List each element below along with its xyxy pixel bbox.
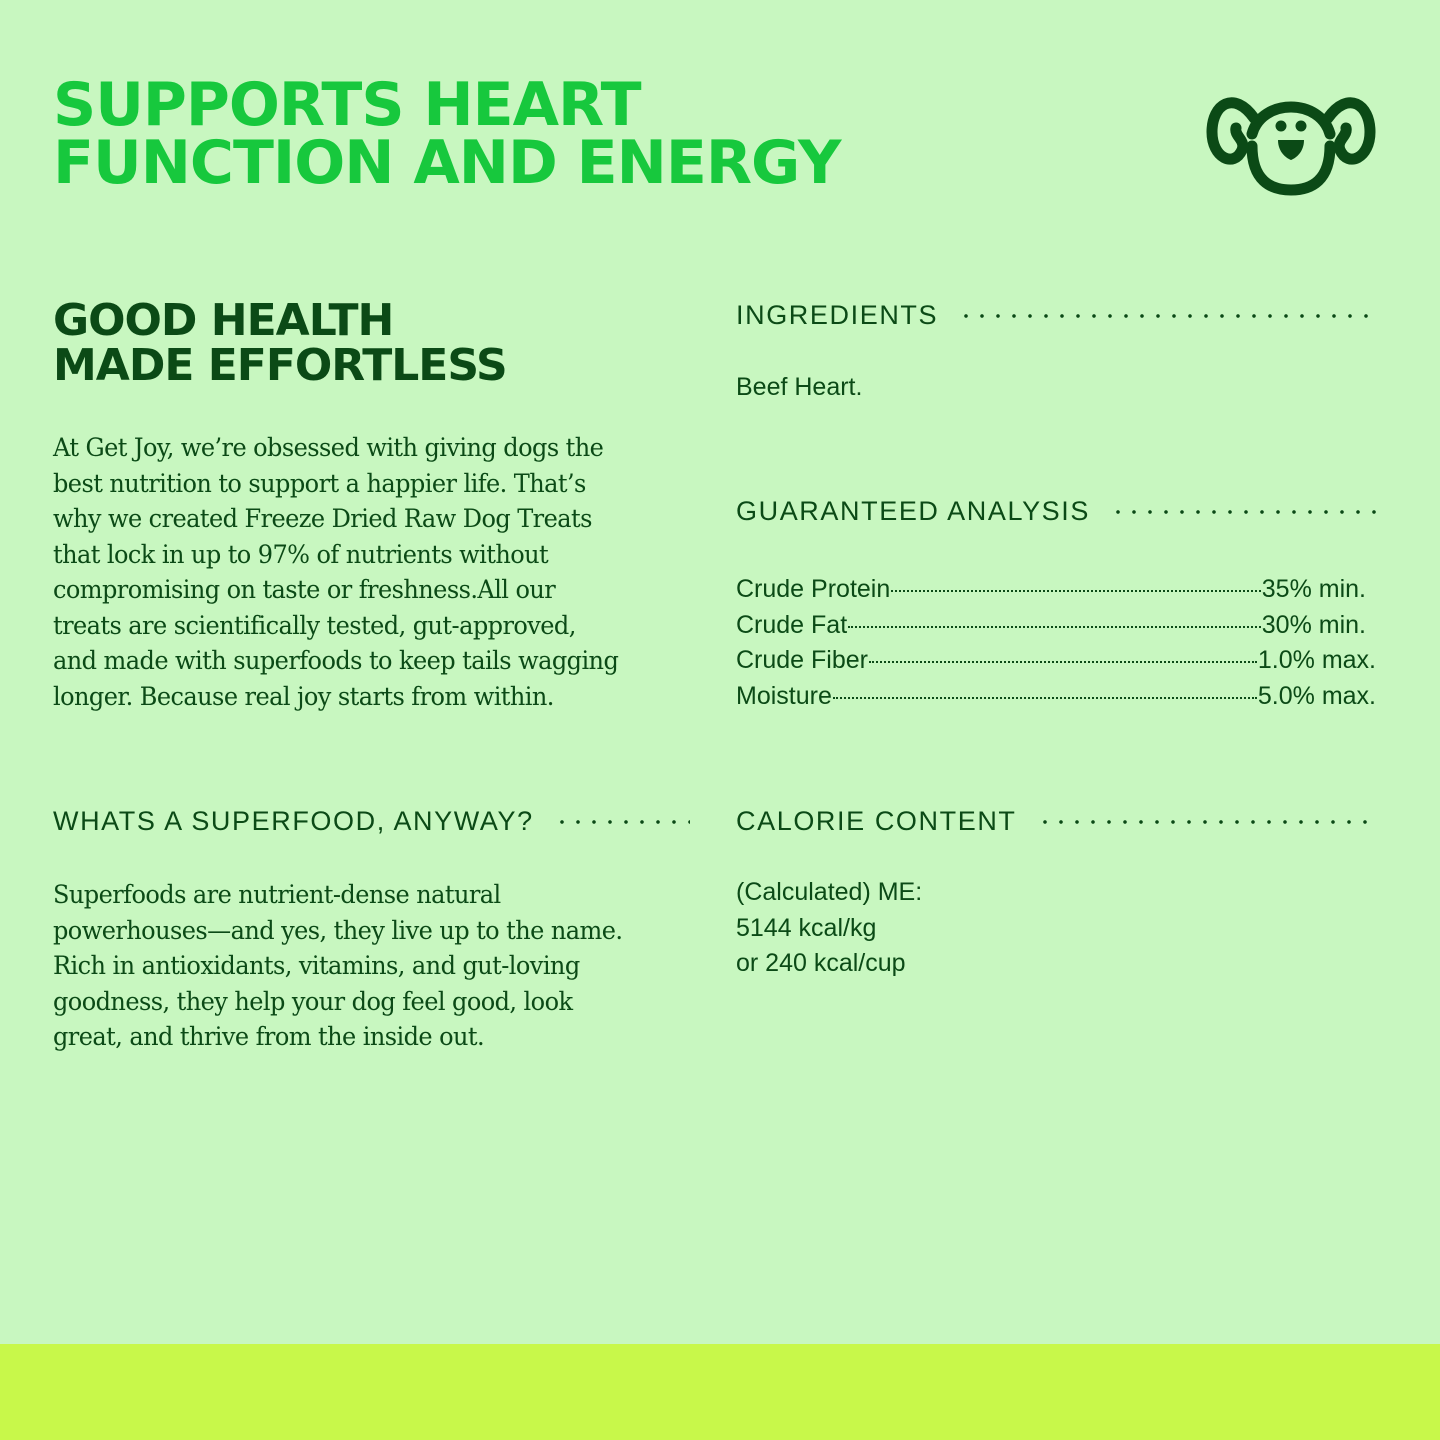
ingredients-text: Beef Heart. bbox=[736, 373, 863, 401]
analysis-heading-label: GUARANTEED ANALYSIS bbox=[736, 496, 1090, 526]
analysis-value: 30% min. bbox=[1261, 610, 1366, 639]
calorie-heading-label: CALORIE CONTENT bbox=[736, 806, 1017, 836]
analysis-label: Crude Protein bbox=[736, 575, 891, 603]
intro-line: treats are scientifically tested, gut-approved, bbox=[53, 610, 576, 640]
analysis-heading bbox=[736, 496, 1376, 527]
dotted-divider bbox=[958, 314, 1376, 318]
ingredients-heading bbox=[736, 300, 1376, 331]
analysis-table bbox=[736, 572, 1376, 714]
calorie-line: 5144 kcal/kg bbox=[736, 913, 877, 942]
intro-line: compromising on taste or freshness.All our bbox=[53, 575, 556, 604]
superfood-line: goodness, they help your dog feel good, look bbox=[53, 986, 573, 1016]
dotted-divider bbox=[1037, 820, 1376, 824]
calorie-heading bbox=[736, 806, 1376, 837]
superfood-heading bbox=[53, 806, 690, 837]
analysis-value: 5.0% max. bbox=[1257, 681, 1376, 710]
analysis-value: 1.0% max. bbox=[1257, 646, 1376, 674]
section-title-line-1: GOOD HEALTH bbox=[53, 295, 394, 346]
intro-line: longer. Because real joy starts from within. bbox=[53, 681, 554, 711]
calorie-line: (Calculated) ME: bbox=[736, 878, 923, 906]
bottom-band bbox=[0, 1344, 1440, 1440]
dotted-divider bbox=[1110, 510, 1376, 514]
analysis-value: 35% min. bbox=[1261, 575, 1366, 603]
superfood-line: great, and thrive from the inside out. bbox=[53, 1022, 485, 1051]
dot-leader bbox=[833, 697, 1257, 699]
intro-line: why we created Freeze Dried Raw Dog Treats bbox=[53, 504, 592, 533]
superfood-paragraph bbox=[53, 877, 703, 1055]
analysis-label: Crude Fat bbox=[736, 610, 848, 639]
intro-paragraph bbox=[53, 430, 703, 714]
superfood-line: Rich in antioxidants, vitamins, and gut-loving bbox=[53, 951, 580, 980]
headline bbox=[53, 70, 841, 198]
superfood-line: powerhouses—and yes, they live up to the name. bbox=[53, 915, 623, 945]
dotted-divider bbox=[554, 820, 690, 824]
dot-leader bbox=[869, 661, 1257, 663]
analysis-row bbox=[736, 679, 1376, 715]
intro-line: At Get Joy, we’re obsessed with giving dogs the bbox=[53, 433, 604, 462]
headline-line-2: FUNCTION AND ENERGY bbox=[53, 128, 841, 198]
headline-line-1: SUPPORTS HEART bbox=[53, 70, 641, 140]
calorie-line: or 240 kcal/cup bbox=[736, 949, 906, 977]
analysis-label: Moisture bbox=[736, 681, 832, 710]
section-title bbox=[53, 295, 507, 391]
calorie-text bbox=[736, 875, 922, 982]
superfood-heading-label: WHATS A SUPERFOOD, ANYWAY? bbox=[53, 806, 534, 836]
dot-leader bbox=[891, 590, 1261, 592]
analysis-row bbox=[736, 608, 1376, 644]
dog-face-icon bbox=[1204, 76, 1378, 196]
analysis-row bbox=[736, 572, 1376, 608]
superfood-line: Superfoods are nutrient-dense natural bbox=[53, 880, 501, 909]
section-title-line-2: MADE EFFORTLESS bbox=[53, 340, 507, 391]
intro-line: best nutrition to support a happier life. That’s bbox=[53, 468, 586, 498]
analysis-row bbox=[736, 643, 1376, 679]
ingredients-heading-label: INGREDIENTS bbox=[736, 300, 939, 330]
analysis-label: Crude Fiber bbox=[736, 646, 868, 674]
intro-line: that lock in up to 97% of nutrients without bbox=[53, 539, 549, 569]
dot-leader bbox=[848, 626, 1261, 628]
intro-line: and made with superfoods to keep tails wagging bbox=[53, 646, 619, 675]
